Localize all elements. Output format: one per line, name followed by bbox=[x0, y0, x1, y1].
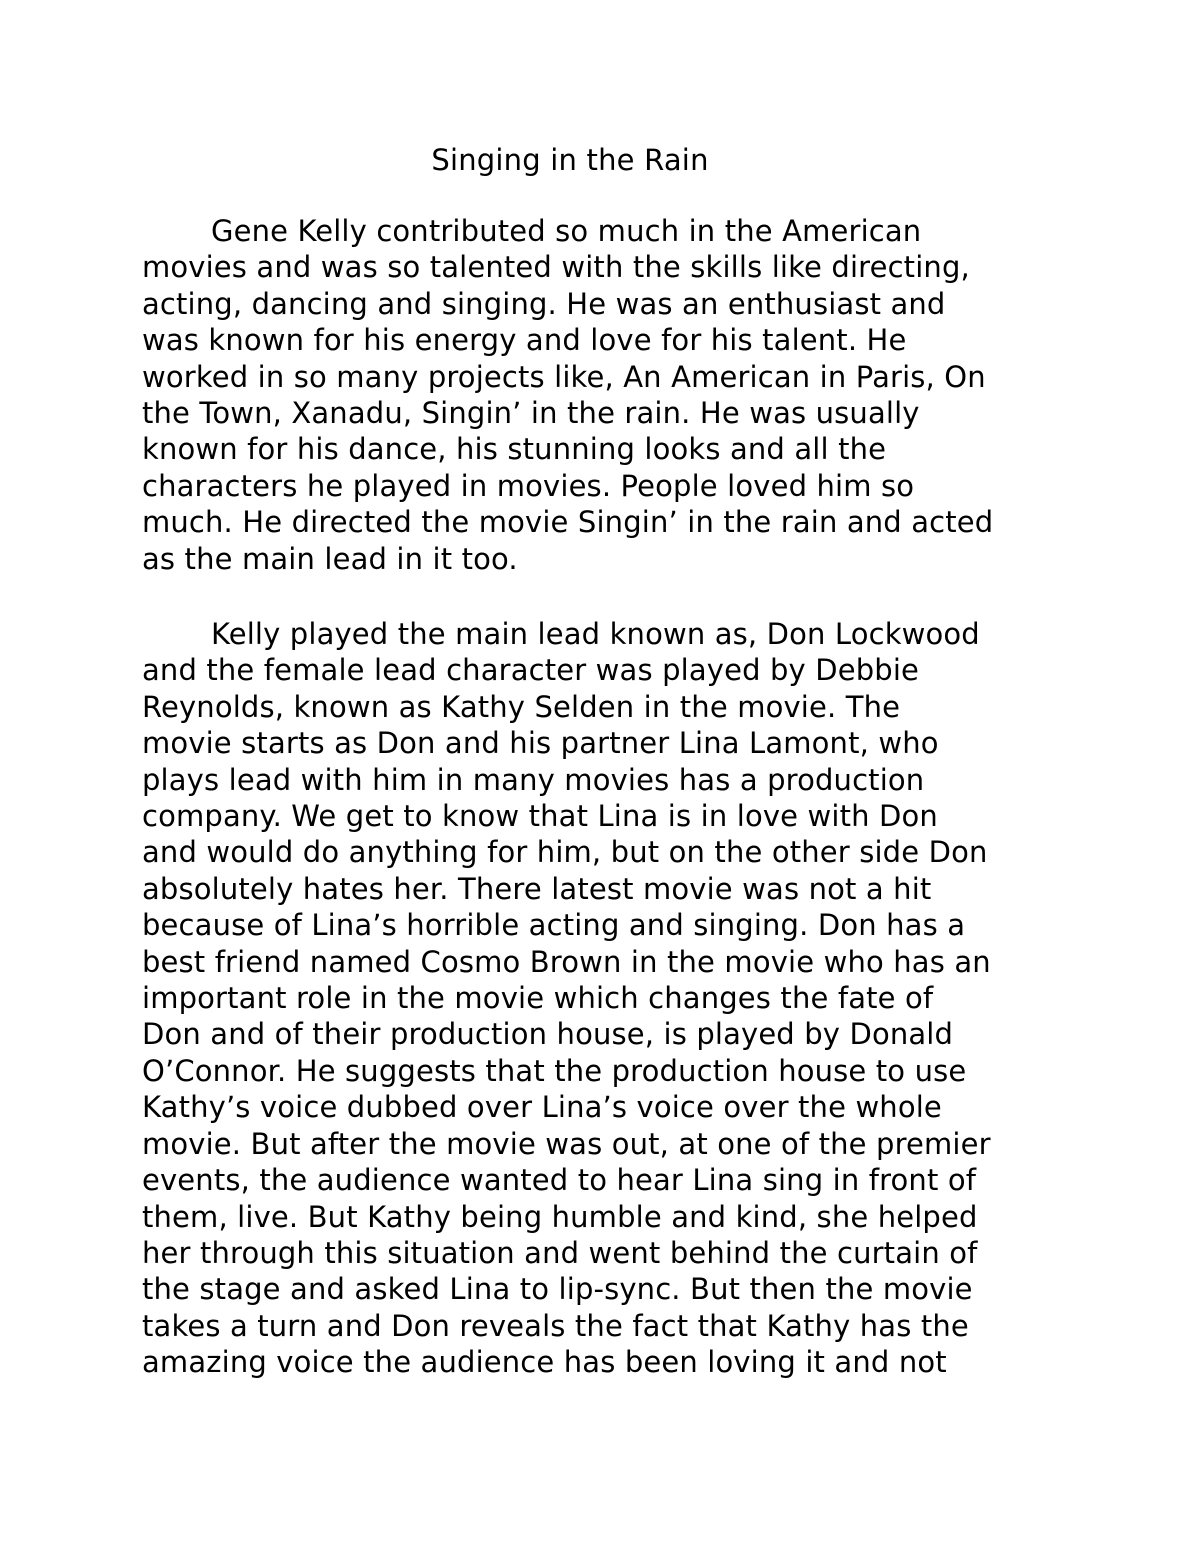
paragraph-line: Gene Kelly contributed so much in the American bbox=[211, 214, 922, 248]
paragraph-line: characters he played in movies. People loved him so bbox=[142, 468, 915, 503]
paragraph-line: company. We get to know that Lina is in love with Don bbox=[142, 799, 938, 834]
paragraph-line: movie starts as Don and his partner Lina Lamont, who bbox=[142, 726, 939, 761]
paragraph-line: takes a turn and Don reveals the fact that Kathy has the bbox=[142, 1308, 969, 1343]
paragraph-line: much. He directed the movie Singin’ in the rain and acted bbox=[142, 505, 994, 540]
paragraph-line: important role in the movie which changes the fate of bbox=[142, 981, 934, 1016]
paragraph-line: Reynolds, known as Kathy Selden in the movie. The bbox=[142, 689, 901, 724]
paragraph-line: and would do anything for him, but on the other side Don bbox=[142, 835, 988, 870]
paragraph-line: amazing voice the audience has been loving it and not bbox=[142, 1345, 947, 1380]
paragraph-line: events, the audience wanted to hear Lina sing in front of bbox=[142, 1163, 977, 1198]
paragraph-line: movie. But after the movie was out, at one of the premier bbox=[142, 1126, 991, 1161]
paragraph-1 bbox=[142, 213, 993, 577]
paragraph-2 bbox=[142, 616, 991, 1381]
document-title: Singing in the Rain bbox=[431, 143, 709, 177]
paragraph-line: Kathy’s voice dubbed over Lina’s voice over the whole bbox=[142, 1090, 942, 1125]
paragraph-line: movies and was so talented with the skills like directing, bbox=[142, 250, 970, 285]
paragraph-line: and the female lead character was played by Debbie bbox=[142, 653, 920, 688]
paragraph-line: absolutely hates her. There latest movie was not a hit bbox=[142, 871, 932, 906]
paragraph-line: known for his dance, his stunning looks and all the bbox=[142, 432, 887, 467]
paragraph-line: plays lead with him in many movies has a production bbox=[142, 762, 925, 797]
paragraph-line: her through this situation and went behind the curtain of bbox=[142, 1235, 978, 1270]
paragraph-line: as the main lead in it too. bbox=[142, 541, 518, 576]
paragraph-line: O’Connor. He suggests that the production house to use bbox=[142, 1053, 967, 1088]
paragraph-line: Kelly played the main lead known as, Don Lockwood bbox=[211, 617, 980, 651]
paragraph-line: was known for his energy and love for his talent. He bbox=[142, 323, 907, 358]
paragraph-line: them, live. But Kathy being humble and kind, she helped bbox=[142, 1199, 978, 1234]
paragraph-line: the stage and asked Lina to lip-sync. But then the movie bbox=[142, 1272, 973, 1307]
paragraph-line: worked in so many projects like, An American in Paris, On bbox=[142, 359, 986, 394]
paragraph-line: Don and of their production house, is played by Donald bbox=[142, 1017, 954, 1052]
paragraph-line: best friend named Cosmo Brown in the movie who has an bbox=[142, 944, 991, 979]
paragraph-line: because of Lina’s horrible acting and singing. Don has a bbox=[142, 908, 966, 943]
paragraph-line: the Town, Xanadu, Singin’ in the rain. He was usually bbox=[142, 396, 920, 431]
paragraph-line: acting, dancing and singing. He was an enthusiast and bbox=[142, 286, 946, 321]
